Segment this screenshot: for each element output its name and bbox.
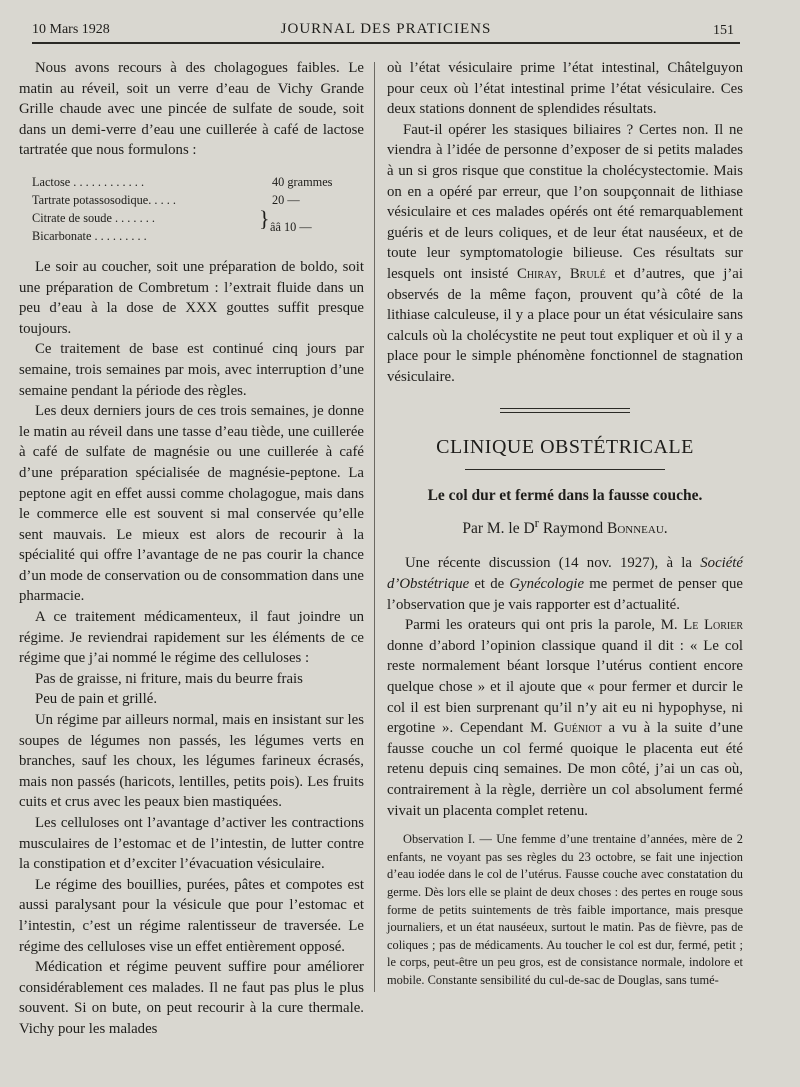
paragraph: Le régime des bouillies, purées, pâtes et compotes est aussi paralysant pour la vésicule que pour l’estomac et l’intestin, c’est un régime ralentisseur de traversée. Le régime des celluloses vise un effet entièrement opposé. xyxy=(19,876,364,955)
formula-quantity: ââ 10 — xyxy=(270,219,312,234)
page-header xyxy=(32,20,740,44)
author-name: Chiray xyxy=(516,265,558,282)
title-rule xyxy=(465,469,665,470)
paragraph: Ce traitement de base est continué cinq jours par semaine, trois semaines par mois, avec interruption d’une semaine pendant la période des règles. xyxy=(19,341,364,399)
left-column xyxy=(19,58,364,1040)
brace-glyph: } xyxy=(259,205,270,231)
article-title: Le col dur et fermé dans la fausse couche. xyxy=(427,487,703,505)
paragraph: Pas de graisse, ni friture, mais du beurre frais xyxy=(35,670,303,687)
section-title: CLINIQUE OBSTÉTRICALE xyxy=(436,435,694,458)
paragraph: Les celluloses ont l’avantage d’activer les contractions musculaires de l’estomac et de l’intestin, de lutter contre la constipation et d’exciter l’évacuation vésiculaire. xyxy=(19,815,364,873)
prescription-formula xyxy=(32,173,364,245)
formula-item: Bicarbonate . . . . . . . . . xyxy=(32,228,147,243)
paragraph: Une récente discussion (14 nov. 1927), à la Société d’Obstétrique et de Gynécologie me permet de penser que l’observation que je vais rapporter est d’actualité. xyxy=(387,555,743,613)
formula-item: Tartrate potassosodique. . . . . xyxy=(32,192,176,207)
formula-quantity: 40 grammes xyxy=(272,174,333,189)
paragraph: Le soir au coucher, soit une préparation de boldo, soit une préparation de Combretum : l’extrait fluide dans un peu d’eau à la dose de XXX gouttes suffit presque toujours. xyxy=(19,258,364,337)
formula-item: Lactose . . . . . . . . . . . . xyxy=(32,174,145,189)
paragraph: A ce traitement médicamenteux, il faut joindre un régime. Je reviendrai rapidement sur les éléments de ce régime que j’ai nommé le régime des celluloses : xyxy=(19,609,364,667)
byline: Par M. le $D^r$ Raymond Bonneau. xyxy=(462,514,668,537)
page-number: 151 xyxy=(713,23,734,38)
paragraph: Parmi les orateurs qui ont pris la parole, M. Le Lorier donne d’abord l’opinion classique quand il dit : « Le col reste normalement béant lorsque l’utérus contient encore quelque chose » et il ajoute que « pour fermer et durcir le col il est bien surprenant qu’il n’y ait eu ni hypophyse, ni ergotine ». Cependant M. Guéniot a vu à la suite d’une fausse couche un col fermé quoique le placenta eut été retenu depuis cinq semaines. De mon côté, j’ai un cas où, contrairement à la règle, derrière un col absolument fermé vivait un placenta complet retenu. xyxy=(387,617,743,819)
author-name: Brulé xyxy=(569,265,606,282)
section-separator xyxy=(500,408,630,413)
issue-date: 10 Mars 1928 xyxy=(32,22,110,37)
right-column xyxy=(387,58,743,990)
paragraph: Faut-il opérer les stasiques biliaires ? Certes non. Il ne viendra à l’idée de personne d’exposer de si petits malades à un si gros risque que constitue la cholécystectomie. Mais on en a opéré par erreur, que l’on soupçonnait de lithiase vésiculaire et ces malades opérés ont été remarquablement guéris et de leurs coliques, et de leur état nauséeux, et de toute leur symptomatologie bilieuse. Ces résultats sur lesquels ont insisté Chiray, Brulé et d’autres, que j’ai observés de la même façon, prouvent qu’à côté de la lithiase calculeuse, il y a place pour un état vésiculaire sans calculs où la cholécystite ne peut tout expliquer et où il y a place pour le simple phénomène fonctionnel de stagnation vésiculaire. xyxy=(387,121,743,385)
author-name: Bonneau xyxy=(607,519,664,537)
paragraph: Médication et régime peuvent suffire pour améliorer considérablement ces malades. Il ne faut pas plus le plus souvent. Si on bute, on peut recourir à la cure thermale. Vichy pour les malades xyxy=(19,959,364,1037)
journal-title: JOURNAL DES PRATICIENS xyxy=(280,21,492,37)
paragraph: Nous avons recours à des cholagogues faibles. Le matin au réveil, soit un verre d’eau de Vichy Grande Grille chaude avec une pincée de sulfate de soude, soit dans un demi-verre d’eau une cuillerée à café de lactose tartratée que nous formulons : xyxy=(19,60,364,159)
observation-paragraph: Observation I. — Une femme d’une trentaine d’années, mère de 2 enfants, ne voyant pas ses règles du 23 octobre, se fait une injection d’eau iodée dans le col de l’utérus. Fausse couche avec constatation du germe. Dès lors elle se plaint de deux choses : des pertes en rouge sous forme de petits suintements de très faible importance, mais presque journaliers, et un état nauséeux, surtout le matin. Pas de fièvre, pas de coliques ; pas de médicaments. Au toucher le col est dur, fermé, petit ; le corps, peut-être un peu gros, est de consistance normale, indolore et mobile. Constante sensibilité du cul-de-sac de Douglas, sans tumé- xyxy=(387,832,743,987)
formula-item: Citrate de soude . . . . . . . xyxy=(32,210,155,225)
author-name: Guéniot xyxy=(553,720,602,737)
author-name: Le Lorier xyxy=(683,617,743,634)
column-divider xyxy=(374,62,375,992)
paragraph: où l’état vésiculaire prime l’état intestinal, Châtelguyon pour ceux où l’état intestinal prime l’état vésiculaire. Ces deux stations donnent de splendides résultats. xyxy=(387,60,743,118)
paragraph: Un régime par ailleurs normal, mais en insistant sur les soupes de légumes non passés, les légumes verts en branches, sauf les choux, les légumes farineux écrasés, mais non passés (haricots, lentilles, petits pois). Les fruits cuits et crus avec les peaux bien mastiquées. xyxy=(19,712,364,811)
formula-quantity: 20 — xyxy=(272,192,300,207)
paragraph: Les deux derniers jours de ces trois semaines, je donne le matin au réveil dans une tasse d’eau tiède, une cuillerée à café de sulfate de magnésie ou une cuillerée à café d’une préparation spécialisée de magnésie-peptone. La peptone agit en effet aussi comme cholagogue, mais dans le commerce elle est souvent si mal conservée qu’elle sent mauvais. Le mieux est alors de recourir à la spécialité qui offre l’avantage de ne pas courir la chance d’un mode de conservation ou de consommation dans une pharmacie. xyxy=(19,403,364,605)
paragraph: Peu de pain et grillé. xyxy=(35,691,158,708)
